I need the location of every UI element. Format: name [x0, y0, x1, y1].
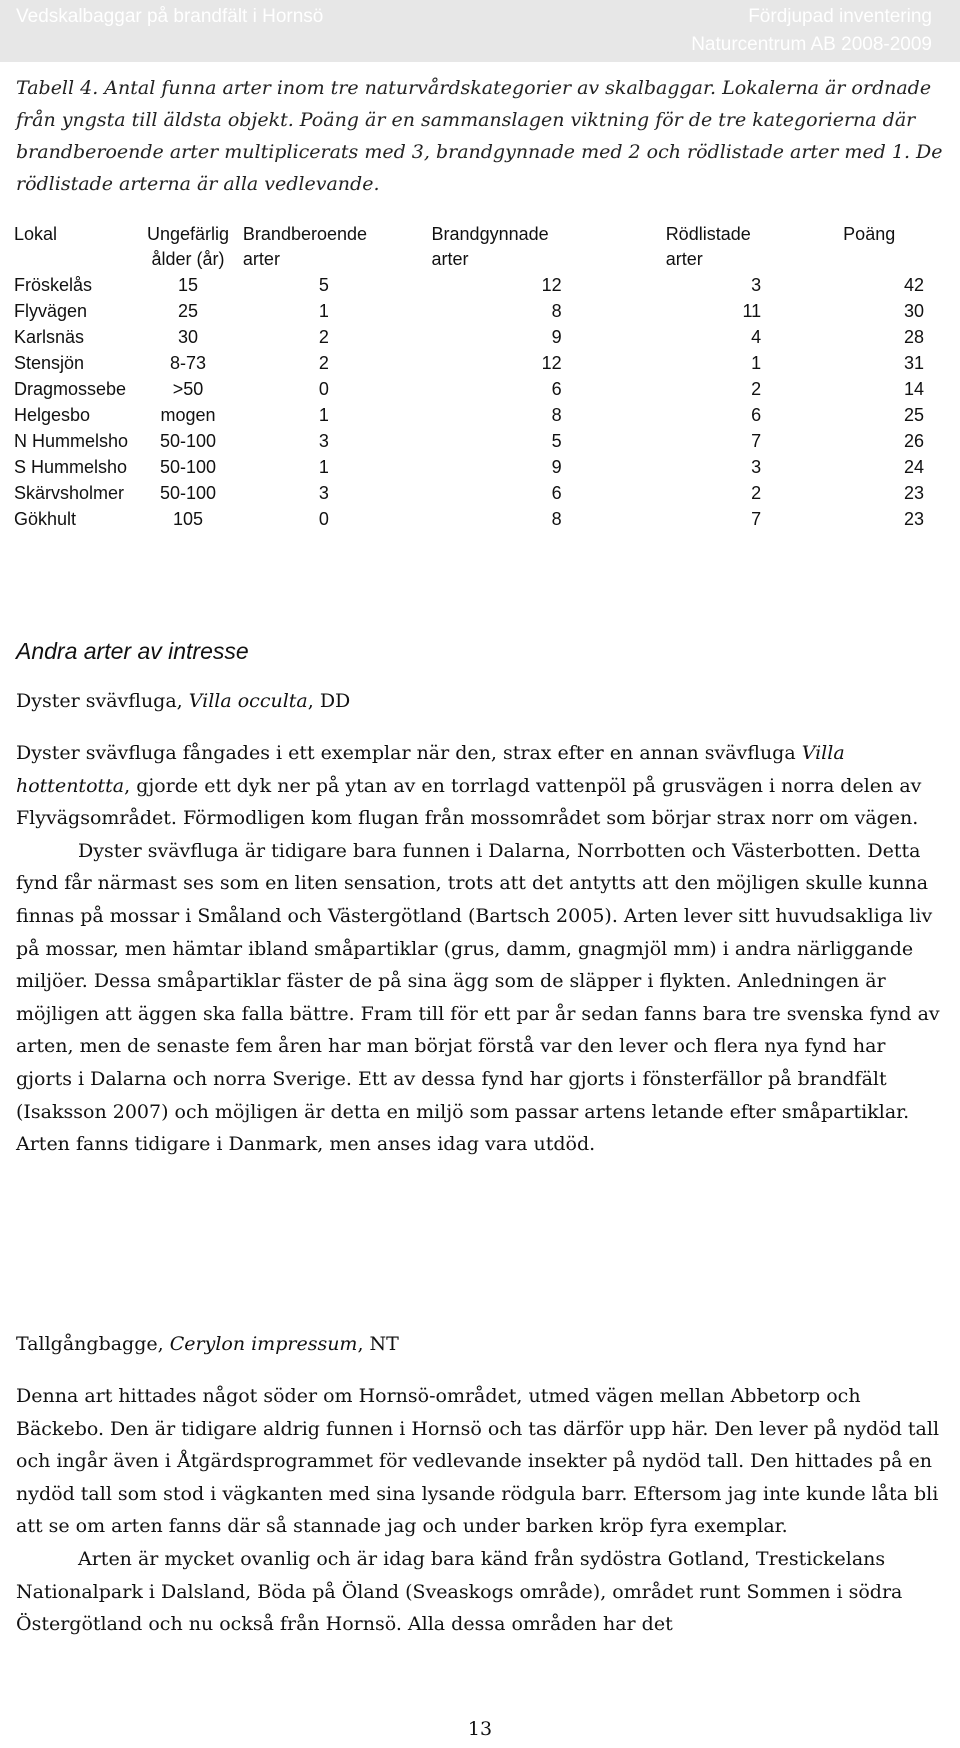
- cell-brandgynnade: 9: [551, 326, 562, 347]
- cell-rodlistade: 2: [751, 378, 762, 399]
- table-row: [14, 506, 960, 532]
- cell-alder: 105: [172, 508, 204, 529]
- species-latin-name: Villa occulta: [188, 690, 308, 712]
- table-caption: Tabell 4. Antal funna arter inom tre naturvårdskategorier av skalbaggar. Lokalerna är ordnade från yngsta till äldsta objekt. Poäng är en sammanslagen viktning för de tre kategorierna där brandberoende arter multiplicerats med 3, brandgynnade med 2 och rödlistade arter med 1. De rödlistade arterna är alla vedlevande.: [16, 77, 943, 195]
- species-latin-name: Cerylon impressum: [169, 1333, 358, 1355]
- cell-brandberoende: 1: [318, 300, 329, 321]
- header-rodlistade: Rödlistade arter: [665, 224, 751, 269]
- cell-poang: 26: [903, 430, 924, 451]
- cell-rodlistade: 3: [751, 456, 762, 477]
- cell-alder: 15: [177, 274, 198, 295]
- species-status: , DD: [307, 690, 351, 712]
- cell-lokal: Fröskelås: [14, 274, 93, 295]
- header-poang: Poäng: [843, 224, 896, 244]
- cell-lokal: Karlsnäs: [14, 326, 85, 347]
- cell-rodlistade: 2: [751, 482, 762, 503]
- cell-alder: 50-100: [159, 430, 217, 451]
- header-organization: Naturcentrum AB 2008-2009: [691, 34, 932, 55]
- species-heading-cerylon: [16, 1333, 399, 1355]
- cell-alder: >50: [172, 378, 204, 399]
- species-heading-villa: [16, 690, 350, 712]
- cell-rodlistade: 4: [751, 326, 762, 347]
- cell-brandgynnade: 9: [551, 456, 562, 477]
- cell-brandberoende: 0: [318, 378, 329, 399]
- cell-brandgynnade: 12: [541, 274, 562, 295]
- section-heading: Andra arter av intresse: [16, 638, 249, 664]
- cell-lokal: Dragmossebe: [14, 378, 127, 399]
- page-number: 13: [467, 1718, 493, 1740]
- cell-poang: 25: [903, 404, 924, 425]
- cell-lokal: N Hummelsho: [14, 430, 129, 451]
- species-common-name: Dyster svävfluga,: [16, 690, 189, 712]
- species-common-name: Tallgångbagge,: [16, 1333, 170, 1355]
- table-row: [14, 272, 960, 298]
- species-latin-name: Villa hottentotta: [16, 742, 845, 797]
- species1-description: [16, 737, 946, 1161]
- header-report-type: Fördjupad inventering: [748, 6, 932, 27]
- cell-brandberoende: 3: [318, 430, 329, 451]
- cell-poang: 28: [903, 326, 924, 347]
- paragraph: Dyster svävfluga är tidigare bara funnen i Dalarna, Norrbotten och Västerbotten. Detta fynd får närmast ses som en liten sensation, trots att det antytts att den möjligen skulle kunna finnas på mossar i Småland och Västergötland (Bartsch 2005). Arten lever sitt huvudsakliga liv på mossar, men hämtar ibland småpartiklar (grus, damm, gnagmjöl mm) i andra närliggande miljöer. Dessa småpartiklar fäster de på sina ägg som de släpper i flykten. Anledningen är möjligen att äggen ska falla bättre. Fram till för ett par år sedan fanns bara tre svenska fynd av arten, men de senaste fem åren har man börjat förstå var den lever och flera nya fynd har gjorts i Dalarna och norra Sverige. Ett av dessa fynd har gjorts i fönsterfällor på brandfält (Isaksson 2007) och möjligen är detta en miljö som passar artens letande efter småpartiklar. Arten fanns tidigare i Danmark, men anses idag vara utdöd.: [16, 839, 940, 1156]
- cell-brandgynnade: 6: [551, 378, 562, 399]
- cell-poang: 42: [903, 274, 924, 295]
- header-document-title: Vedskalbaggar på brandfält i Hornsö: [16, 6, 324, 27]
- cell-brandberoende: 2: [318, 352, 329, 373]
- cell-alder: mogen: [160, 404, 216, 425]
- cell-lokal: S Hummelsho: [14, 456, 128, 477]
- cell-brandgynnade: 8: [551, 508, 562, 529]
- species-count-table: [14, 222, 960, 532]
- table-row: [14, 298, 960, 324]
- cell-poang: 23: [903, 482, 924, 503]
- cell-brandgynnade: 12: [541, 352, 562, 373]
- cell-rodlistade: 7: [751, 508, 762, 529]
- cell-brandgynnade: 5: [551, 430, 562, 451]
- cell-lokal: Stensjön: [14, 352, 85, 373]
- header-brandberoende: Brandberoende arter: [242, 224, 368, 269]
- table-row: [14, 454, 960, 480]
- cell-poang: 24: [903, 456, 924, 477]
- cell-rodlistade: 6: [751, 404, 762, 425]
- cell-rodlistade: 1: [751, 352, 762, 373]
- cell-alder: 50-100: [159, 482, 217, 503]
- cell-brandberoende: 2: [318, 326, 329, 347]
- table-row: [14, 402, 960, 428]
- cell-brandberoende: 1: [318, 404, 329, 425]
- cell-rodlistade: 3: [751, 274, 762, 295]
- cell-poang: 14: [903, 378, 924, 399]
- paragraph: Arten är mycket ovanlig och är idag bara känd från sydöstra Gotland, Trestickelans Nationalpark i Dalsland, Böda på Öland (Sveaskogs område), området runt Sommen i södra Östergötland och nu också från Hornsö. Alla dessa områden har det: [16, 1547, 903, 1636]
- cell-brandberoende: 1: [318, 456, 329, 477]
- table-row: [14, 428, 960, 454]
- species-status: , NT: [357, 1333, 399, 1355]
- cell-brandberoende: 0: [318, 508, 329, 529]
- cell-brandgynnade: 8: [551, 404, 562, 425]
- paragraph: Denna art hittades något söder om Hornsö-området, utmed vägen mellan Abbetorp och Bäckebo. Den är tidigare aldrig funnen i Hornsö och tas därför upp här. Den lever på nydöd tall och ingår även i Åtgärdsprogrammet för vedlevande insekter på nydöd tall. Den hittades på en nydöd tall som stod i vägkanten med sina lysande rödgula barr. Eftersom jag inte kunde låta bli att se om arten fanns där så stannade jag och under barken kröp fyra exemplar.: [16, 1385, 940, 1538]
- cell-rodlistade: 7: [751, 430, 762, 451]
- cell-brandberoende: 5: [318, 274, 329, 295]
- cell-lokal: Skärvsholmer: [14, 482, 125, 503]
- cell-brandberoende: 3: [318, 482, 329, 503]
- cell-alder: 8-73: [169, 352, 206, 373]
- table-row: [14, 350, 960, 376]
- header-brandgynnade: Brandgynnade arter: [431, 224, 549, 269]
- table-row: [14, 480, 960, 506]
- cell-brandgynnade: 6: [551, 482, 562, 503]
- page-header: [0, 0, 960, 62]
- header-lokal: Lokal: [14, 224, 58, 244]
- cell-lokal: Helgesbo: [14, 404, 91, 425]
- cell-alder: 30: [177, 326, 198, 347]
- cell-poang: 23: [903, 508, 924, 529]
- cell-lokal: Flyvägen: [14, 300, 88, 321]
- table-row: [14, 376, 960, 402]
- cell-poang: 30: [903, 300, 924, 321]
- species2-description: [16, 1380, 946, 1641]
- table-row: [14, 324, 960, 350]
- cell-alder: 25: [177, 300, 198, 321]
- header-alder: Ungefärlig ålder (år): [146, 224, 230, 269]
- table-header-row: [14, 222, 960, 272]
- cell-alder: 50-100: [159, 456, 217, 477]
- cell-poang: 31: [903, 352, 924, 373]
- cell-brandgynnade: 8: [551, 300, 562, 321]
- paragraph: Dyster svävfluga fångades i ett exemplar när den, strax efter en annan svävfluga Villa hottentotta, gjorde ett dyk ner på ytan av en torrlagd vattenpöl på grusvägen i norra delen av Flyvägsområdet. Förmodligen kom flugan från mossområdet som börjar strax norr om vägen.: [16, 742, 922, 830]
- cell-rodlistade: 11: [742, 300, 762, 321]
- cell-lokal: Gökhult: [14, 508, 77, 529]
